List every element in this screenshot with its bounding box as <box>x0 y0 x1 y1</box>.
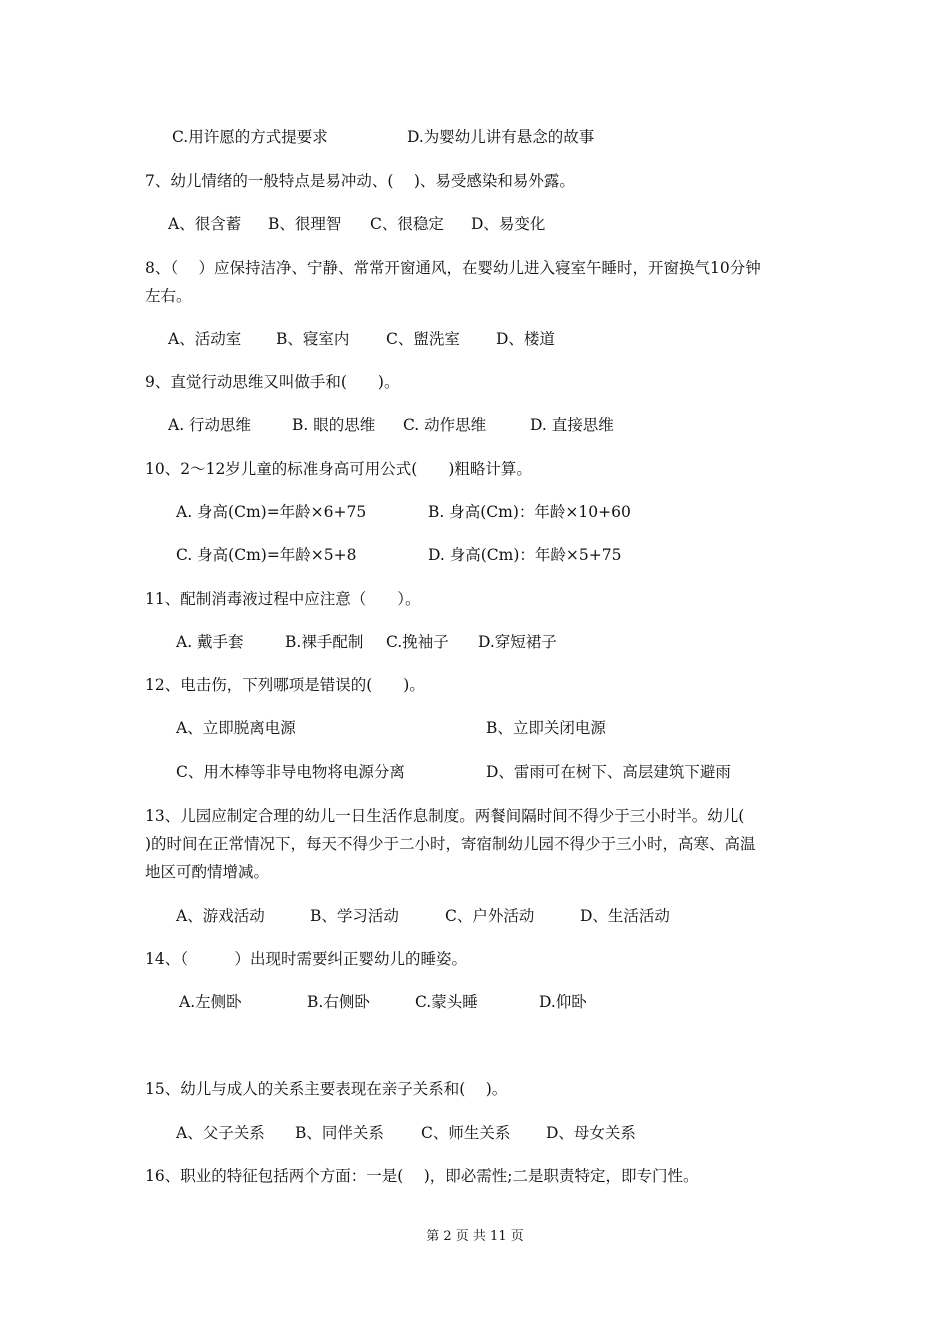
page-footer: 第 2 页 共 11 页 <box>426 1229 524 1244</box>
q14-option-a: A.左侧卧 <box>179 993 242 1011</box>
q7-text: 7、幼儿情绪的一般特点是易冲动、( )、易受感染和易外露。 <box>145 172 575 190</box>
q7-option-b: B、很理智 <box>268 215 342 233</box>
q12-option-b: B、立即关闭电源 <box>486 719 606 737</box>
q13-option-d: D、生活活动 <box>580 907 670 925</box>
q10-option-a: A. 身高(Cm)=年龄×6+75 <box>176 503 367 521</box>
q12-option-d: D、雷雨可在树下、高层建筑下避雨 <box>486 763 731 781</box>
q8-text-line1: 8、（ ）应保持洁净、宁静、常常开窗通风，在婴幼儿进入寝室午睡时，开窗换气10分钟 <box>145 259 761 277</box>
q11-option-d: D.穿短裙子 <box>478 633 557 651</box>
q15-text: 15、幼儿与成人的关系主要表现在亲子关系和( )。 <box>145 1080 508 1098</box>
q11-option-a: A. 戴手套 <box>176 633 244 651</box>
q9-option-c: C. 动作思维 <box>403 416 487 434</box>
q10-option-d: D. 身高(Cm)：年龄×5+75 <box>428 546 622 564</box>
q14-option-d: D.仰卧 <box>539 993 587 1011</box>
q15-option-a: A、父子关系 <box>176 1124 265 1142</box>
q8-option-c: C、盥洗室 <box>386 330 460 348</box>
q12-option-c: C、用木棒等非导电物将电源分离 <box>176 763 405 781</box>
q8-option-d: D、楼道 <box>496 330 555 348</box>
q10-option-c: C. 身高(Cm)=年龄×5+8 <box>176 546 357 564</box>
q13-option-a: A、游戏活动 <box>176 907 265 925</box>
q9-option-a: A. 行动思维 <box>168 416 252 434</box>
q11-option-c: C.挽袖子 <box>386 633 449 651</box>
q15-option-d: D、母女关系 <box>546 1124 636 1142</box>
q13-text-line1: 13、儿园应制定合理的幼儿一日生活作息制度。两餐间隔时间不得少于三小时半。幼儿( <box>145 807 745 825</box>
q14-option-b: B.右侧卧 <box>307 993 370 1011</box>
q9-text: 9、直觉行动思维又叫做手和( )。 <box>145 373 400 391</box>
q7-option-a: A、很含蓄 <box>168 215 242 233</box>
q6-option-c: C.用许愿的方式提要求 <box>172 128 328 146</box>
q12-option-a: A、立即脱离电源 <box>176 719 296 737</box>
q7-option-d: D、易变化 <box>471 215 546 233</box>
q11-text: 11、配制消毒液过程中应注意（ ）。 <box>145 590 421 608</box>
q13-text-line3: 地区可酌情增减。 <box>145 863 270 881</box>
q11-option-b: B.裸手配制 <box>285 633 364 651</box>
q13-option-c: C、户外活动 <box>445 907 535 925</box>
q16-text: 16、职业的特征包括两个方面：一是( )，即必需性;二是职责特定，即专门性。 <box>145 1167 699 1185</box>
q12-text: 12、电击伤，下列哪项是错误的( )。 <box>145 676 425 694</box>
q14-text: 14、（ ）出现时需要纠正婴幼儿的睡姿。 <box>145 950 467 968</box>
q13-text-line2: )的时间在正常情况下，每天不得少于二小时，寄宿制幼儿园不得少于三小时，高寒、高温 <box>145 835 756 853</box>
q13-option-b: B、学习活动 <box>310 907 399 925</box>
q9-option-b: B. 眼的思维 <box>292 416 376 434</box>
q6-option-d: D.为婴幼儿讲有悬念的故事 <box>407 128 595 146</box>
q10-text: 10、2～12岁儿童的标准身高可用公式( )粗略计算。 <box>145 460 532 478</box>
q8-option-b: B、寝室内 <box>276 330 350 348</box>
q9-option-d: D. 直接思维 <box>530 416 614 434</box>
q8-text-line2: 左右。 <box>145 287 192 305</box>
q7-option-c: C、很稳定 <box>370 215 444 233</box>
q15-option-b: B、同伴关系 <box>295 1124 384 1142</box>
q14-option-c: C.蒙头睡 <box>415 993 478 1011</box>
q15-option-c: C、师生关系 <box>421 1124 511 1142</box>
q10-option-b: B. 身高(Cm)：年龄×10+60 <box>428 503 631 521</box>
q8-option-a: A、活动室 <box>168 330 242 348</box>
